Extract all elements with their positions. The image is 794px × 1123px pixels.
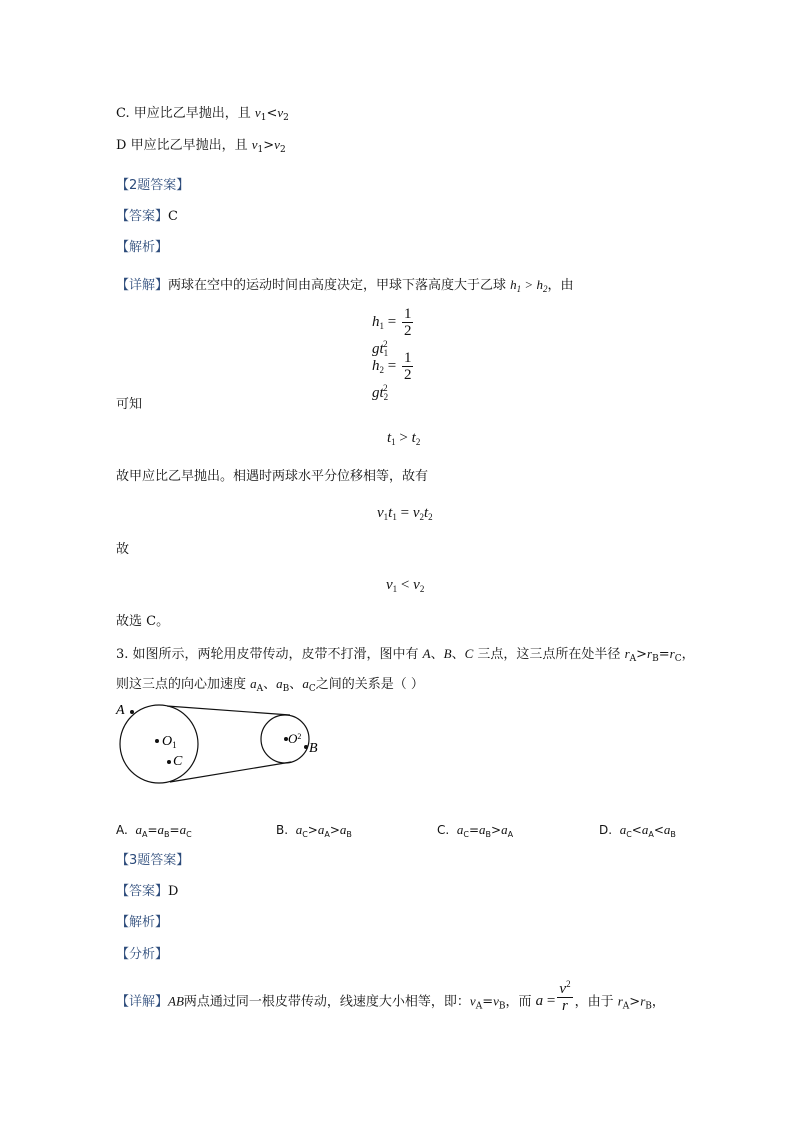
option-text: 甲应比乙早抛出，且 — [133, 106, 251, 121]
var-v: v — [251, 137, 258, 152]
equation-h1: $h_1$ = $\frac{1}{2}$ $gt_1^2$ — [372, 306, 412, 358]
var-v: v — [254, 105, 261, 120]
final-text: 故选 C。 — [116, 614, 170, 629]
q2-answer-line — [116, 208, 178, 226]
label-o2-sub: 2 — [297, 732, 302, 741]
q3-stem-line2: 则这三点的向心加速度 $a_A$、$a_B$、$a_C$之间的关系是（ ） — [116, 676, 424, 694]
option-label: C. — [116, 106, 130, 121]
large-wheel — [120, 705, 198, 783]
q3-option-d[interactable]: D. $a_C<a_A<a_B$ — [599, 822, 676, 839]
q2-detail-line — [116, 276, 573, 298]
stem-text: 则这三点的向心加速度 — [116, 677, 247, 692]
belt-top — [167, 706, 290, 715]
var-v: v — [274, 137, 280, 152]
option-label: A. — [116, 823, 128, 837]
conclusion-text: 故甲应比乙早抛出。相遇时两球水平分位移相等，故有 — [116, 469, 429, 484]
subscript: 1 — [260, 113, 267, 123]
label-o1-sub: 1 — [172, 740, 177, 750]
kezhi-text: 可知 — [116, 397, 143, 412]
label-a: A — [116, 703, 125, 718]
var-v: v — [277, 105, 284, 120]
point-b: B — [443, 646, 452, 661]
label-o2-letter: O — [288, 731, 298, 746]
relation: > — [263, 138, 275, 153]
point-c-dot — [167, 760, 171, 764]
q3-option-b[interactable]: B. $a_C>a_A>a_B$ — [276, 822, 352, 839]
subscript: 1 — [257, 145, 264, 155]
equation-h2: $h_2$ = $\frac{1}{2}$ $gt_2^2$ — [372, 350, 412, 402]
q3-detail-line: 【详解】AB两点通过同一根皮带传动，线速度大小相等，即：$v_A=v_B$，而 a = $\frac{v^2}{r}$ ，由于 $r_A>r_B$， — [116, 990, 665, 1015]
detail-tail: ，由 — [547, 278, 574, 293]
detail-label: 【详解】 — [116, 994, 169, 1010]
q2-analysis-tag: 【解析】 — [116, 240, 169, 255]
subscript: 2 — [279, 145, 286, 155]
q2-answer-tag: 【2题答案】 — [116, 178, 190, 193]
point-b-dot — [304, 745, 308, 749]
detail-text: 两点通过同一根皮带传动，线速度大小相等，即： — [183, 994, 470, 1010]
option-label: D. — [599, 823, 613, 837]
belt-bottom — [170, 762, 291, 782]
q3-option-c[interactable]: C. $a_C=a_B>a_A$ — [437, 822, 514, 839]
option-text: 甲应比乙早抛出，且 — [130, 138, 248, 153]
point-a: A — [422, 646, 431, 661]
label-c: C — [173, 754, 183, 769]
option-d-line — [116, 136, 286, 159]
stem-text: 三点，这三点所在处半径 — [473, 647, 621, 662]
q3-stem-line1: 3. 如图所示，两轮用皮带传动，皮带不打滑，图中有 A、B、C 三点，这三点所在处半径 $r_A>r_B=r_C$， — [116, 646, 695, 664]
stem-text: 之间的关系是（ ） — [315, 677, 424, 692]
option-label: B. — [276, 823, 289, 837]
stem-text: 3. 如图所示，两轮用皮带传动，皮带不打滑，图中有 — [116, 647, 423, 662]
point-a-dot — [130, 710, 134, 714]
q3-answer-tag: 【3题答案】 — [116, 853, 190, 868]
detail-label: 【详解】 — [116, 278, 169, 293]
detail-tail: ，由于 — [574, 994, 614, 1010]
answer-label: 【答案】 — [116, 209, 169, 224]
q3-answer-line — [116, 883, 178, 901]
answer-value: C — [168, 209, 178, 224]
formula-a-v2-r: a = $\frac{v^2}{r}$ — [536, 993, 575, 1009]
point-c: C — [464, 646, 474, 661]
option-label: C. — [437, 823, 450, 837]
detail-mid: ，而 — [505, 994, 532, 1010]
label-o1-letter: O — [162, 734, 173, 749]
relation: < — [266, 106, 278, 121]
ab-points: AB — [168, 993, 184, 1009]
h1-gt-h2: $h_1 > h_2$ — [510, 277, 548, 294]
detail-text: 两球在空中的运动时间由高度决定，甲球下落高度大于乙球 — [168, 278, 507, 293]
equation-t1-gt-t2: $t_1 > t_2$ — [387, 430, 421, 447]
equation-v1-lt-v2: $v_1 < v_2$ — [386, 577, 425, 594]
equation-v1t1-v2t2: $v_1t_1 = v_2t_2$ — [377, 505, 433, 522]
label-b: B — [309, 741, 318, 756]
label-o1 — [162, 734, 177, 750]
subscript: 2 — [283, 113, 289, 123]
option-label: D — [116, 138, 127, 153]
gu-text: 故 — [116, 542, 130, 557]
q3-fenxi-tag: 【分析】 — [116, 947, 169, 962]
label-o2 — [288, 731, 301, 746]
belt-drive-figure — [110, 696, 330, 788]
q3-analysis-tag: 【解析】 — [116, 915, 169, 930]
q3-option-a[interactable]: A. $a_A=a_B=a_C$ — [116, 822, 192, 839]
answer-label: 【答案】 — [116, 884, 169, 899]
answer-value: D — [168, 884, 179, 899]
center-o1-dot — [155, 739, 159, 743]
option-c-line — [116, 104, 289, 127]
